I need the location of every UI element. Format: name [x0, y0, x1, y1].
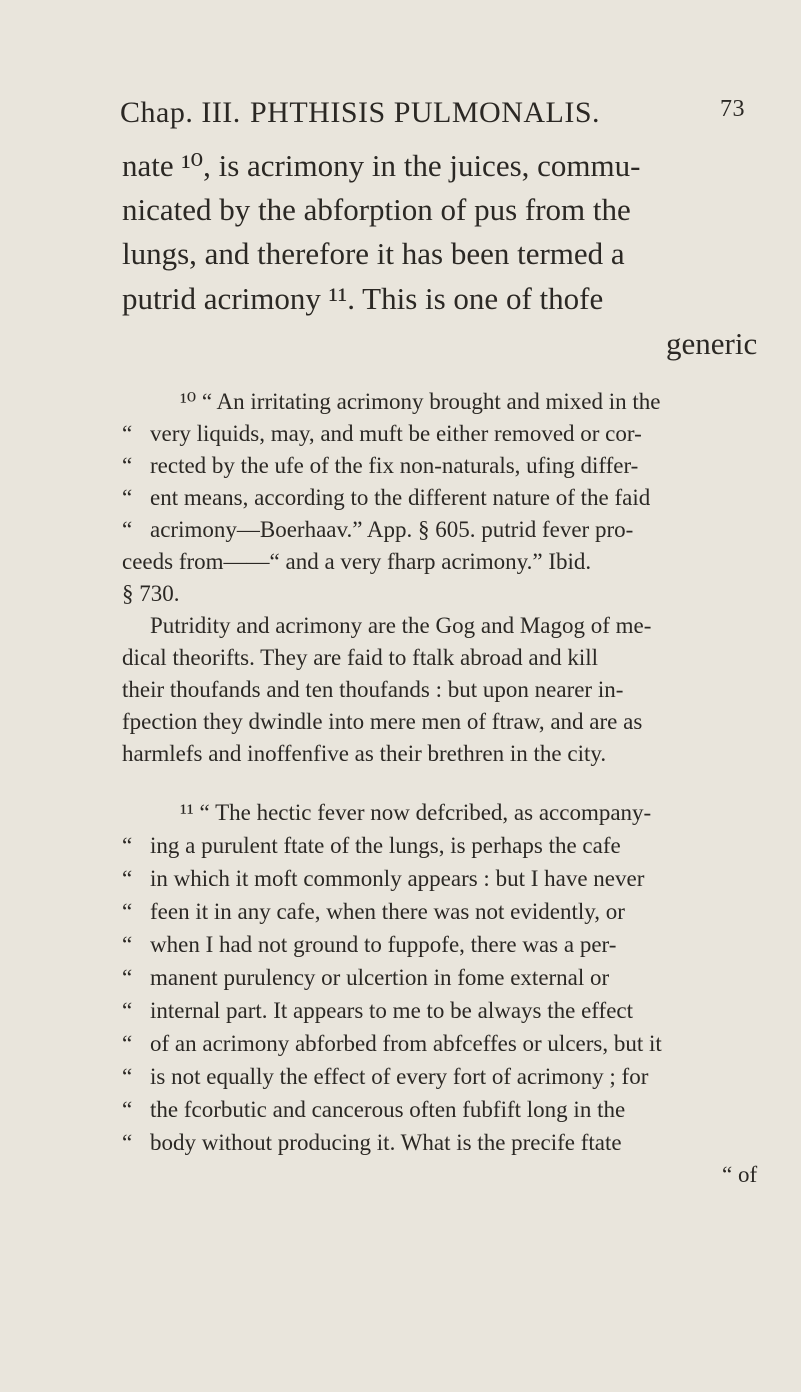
footnote-line: feen it in any cafe, when there was not evidently, or: [150, 899, 625, 924]
footnote-line: § 730.: [122, 581, 180, 606]
footnote-line: ¹¹ “ The hectic fever now defcribed, as accompany-: [180, 800, 652, 825]
footnote-line: the fcorbutic and cancerous often fubfift long in the: [150, 1097, 626, 1122]
footnote-line: is not equally the effect of every fort of acrimony ; for: [150, 1064, 649, 1089]
footnote-line: their thoufands and ten thoufands : but upon nearer in-: [122, 677, 624, 702]
footnote-line: Putridity and acrimony are the Gog and Magog of me-: [150, 613, 652, 638]
quote-mark: “: [122, 1031, 133, 1056]
footnote-line: ¹⁰ “ An irritating acrimony brought and mixed in the: [180, 389, 661, 414]
quote-mark: “: [122, 932, 133, 957]
footnote-line: body without producing it. What is the precife ftate: [150, 1130, 622, 1155]
quote-mark: “: [122, 965, 133, 990]
text-line: lungs, and therefore it has been termed a: [122, 236, 625, 271]
quote-mark: “: [122, 899, 133, 924]
page-number: 73: [720, 96, 745, 122]
footnote-line: acrimony—Boerhaav.” App. § 605. putrid fever pro-: [150, 517, 634, 542]
footnote-line: of an acrimony abforbed from abfceffes or ulcers, but it: [150, 1031, 662, 1056]
quote-mark: “: [122, 1064, 133, 1089]
quote-mark: “: [122, 485, 133, 510]
text-line: nate ¹⁰, is acrimony in the juices, commu-: [122, 148, 641, 183]
footnote-line: rected by the ufe of the fix non-naturals, ufing differ-: [150, 453, 639, 478]
running-header: [0, 96, 801, 136]
footnote-line: manent purulency or ulcertion in fome external or: [150, 965, 610, 990]
quote-mark: “: [122, 517, 133, 542]
footnote-line: very liquids, may, and muft be either removed or cor-: [150, 421, 642, 446]
quote-mark: “: [122, 833, 133, 858]
quote-mark: “: [122, 866, 133, 891]
footnote-line: fpection they dwindle into mere men of ftraw, and are as: [122, 709, 643, 734]
quote-mark: “: [122, 1097, 133, 1122]
quote-mark: “: [122, 453, 133, 478]
footnote-line: when I had not ground to fuppofe, there was a per-: [150, 932, 617, 957]
footnote-line: harmlefs and inoffenfive as their brethren in the city.: [122, 741, 607, 766]
quote-mark: “: [122, 998, 133, 1023]
running-title: PHTHISIS PULMONALIS.: [250, 96, 601, 129]
text-line: nicated by the abforption of pus from the: [122, 192, 631, 227]
footnote-line: ceeds from——“ and a very fharp acrimony.” Ibid.: [122, 549, 592, 574]
footnote-line: ent means, according to the different nature of the faid: [150, 485, 651, 510]
footnote-line: ing a purulent ftate of the lungs, is perhaps the cafe: [150, 833, 621, 858]
footnote-line: in which it moft commonly appears : but I have never: [150, 866, 645, 891]
catchword: “ of: [722, 1162, 758, 1187]
footnote-line: internal part. It appears to me to be always the effect: [150, 998, 634, 1023]
text-line: putrid acrimony ¹¹. This is one of thofe: [122, 281, 604, 316]
footnote-line: dical theorifts. They are faid to ftalk abroad and kill: [122, 645, 599, 670]
catchword: generic: [666, 326, 758, 361]
chapter-label: Chap. III.: [120, 96, 241, 129]
quote-mark: “: [122, 1130, 133, 1155]
quote-mark: “: [122, 421, 133, 446]
